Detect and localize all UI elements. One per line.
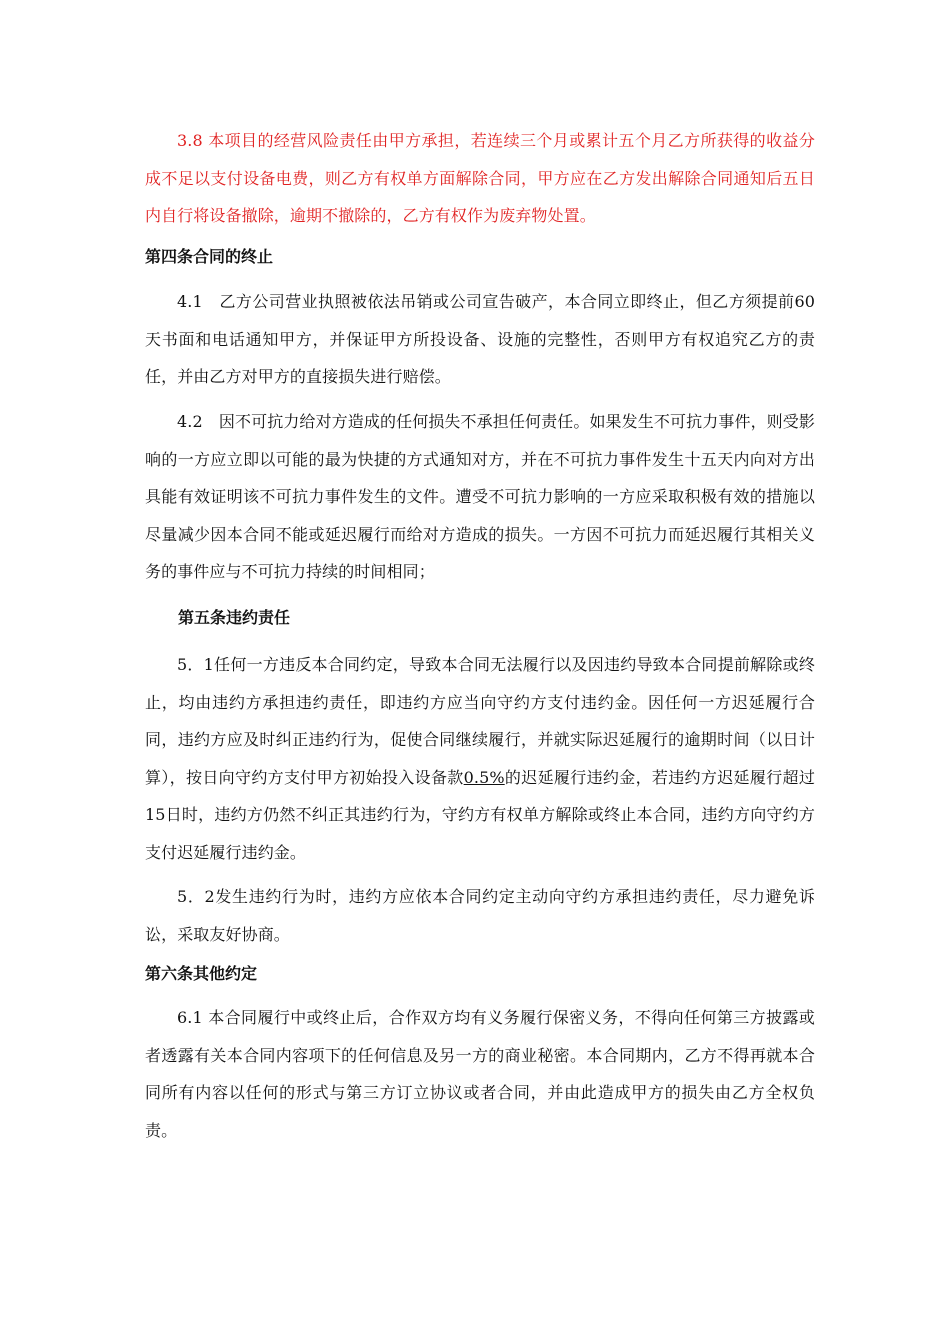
clause-4-2-text: 4.2 因不可抗力给对方造成的任何损失不承担任何责任。如果发生不可抗力事件，则受影响的一方应立即以可能的最为快捷的方式通知对方，并在不可抗力事件发生十五天内向对方出具能有效证明该不可抗力事件发生的文件。遭受不可抗力影响的一方应采取积极有效的措施以尽量减少因本合同不能或延迟履行而给对方造成的损失。一方因不可抗力而延迟履行其相关义务的事件应与不可抗力持续的时间相同； [145, 412, 815, 581]
clause-3-8-text: 3.8 本项目的经营风险责任由甲方承担，若连续三个月或累计五个月乙方所获得的收益分成不足以支付设备电费，则乙方有权单方面解除合同，甲方应在乙方发出解除合同通知后五日内自行将设备撤除，逾期不撤除的，乙方有权作为废弃物处置。 [145, 131, 815, 225]
clause-6-1 [145, 999, 815, 1149]
article-5-heading: 第五条违约责任 [178, 608, 291, 627]
article-4-heading-block [145, 245, 815, 269]
clause-5-1-text-a: 5．1任何一方违反本合同约定，导致本合同无法履行以及因违约导致本合同提前解除或终止，均由违约方承担违约责任，即违约方应当向守约方支付违约金。因任何一方迟延履行合同，违约方应及时纠正违约行为，促使合同继续履行，并就实际迟延履行的逾期时间（以日计算），按日向守约方支付甲方初始投入设备款 [145, 655, 815, 787]
clause-5-2-text: 5．2发生违约行为时，违约方应依本合同约定主动向守约方承担违约责任，尽力避免诉讼，采取友好协商。 [145, 887, 815, 944]
article-4-heading: 第四条合同的终止 [145, 247, 274, 266]
clause-5-1-text-b: 的迟延履行违约金，若违约方迟延履行超过15日时，违约方仍然不纠正其违约行为，守约方有权单方解除或终止本合同，违约方向守约方支付迟延履行违约金。 [145, 767, 815, 862]
clause-3-8 [145, 122, 815, 235]
clause-5-2 [145, 878, 815, 953]
clause-5-1-text [145, 646, 815, 871]
clause-5-1 [145, 646, 815, 871]
clause-6-1-text: 6.1 本合同履行中或终止后，合作双方均有义务履行保密义务，不得向任何第三方披露或者透露有关本合同内容项下的任何信息及另一方的商业秘密。本合同期内，乙方不得再就本合同所有内容以任何的形式与第三方订立协议或者合同，并由此造成甲方的损失由乙方全权负责。 [145, 1008, 815, 1140]
delay-penalty-rate: 0.5% [463, 767, 505, 787]
article-5-heading-block [178, 606, 815, 630]
clause-4-1-text: 4.1 乙方公司营业执照被依法吊销或公司宣告破产，本合同立即终止，但乙方须提前60天书面和电话通知甲方，并保证甲方所投设备、设施的完整性，否则甲方有权追究乙方的责任，并由乙方对甲方的直接损失进行赔偿。 [145, 292, 815, 386]
article-6-heading-block [145, 962, 815, 986]
clause-4-2 [145, 403, 815, 591]
article-6-heading: 第六条其他约定 [145, 964, 258, 983]
clause-4-1 [145, 283, 815, 396]
